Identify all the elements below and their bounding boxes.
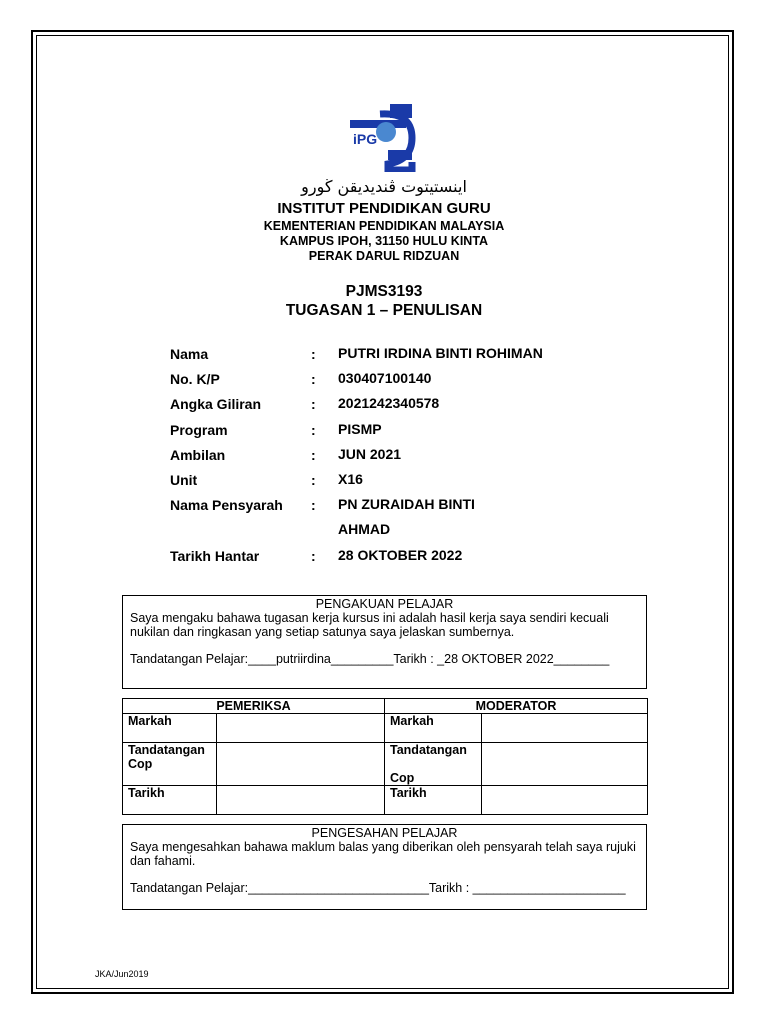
detail-label: No. K/P: [170, 371, 220, 388]
pemeriksa-tandatangan-label: [123, 743, 217, 786]
svg-text:اينستيتوت ڤنديديقن ڬورو: اينستيتوت ڤنديديقن ڬورو: [301, 177, 467, 196]
tandatangan-text: Tandatangan: [128, 743, 205, 757]
moderator-header: MODERATOR: [385, 699, 648, 714]
institution-name: INSTITUT PENDIDIKAN GURU: [277, 200, 491, 217]
task-title: TUGASAN 1 – PENULISAN: [285, 302, 483, 319]
ministry-name: KEMENTERIAN PENDIDIKAN MALAYSIA: [263, 219, 505, 233]
moderator-tarikh-label: Tarikh: [385, 786, 482, 815]
detail-colon: :: [311, 396, 316, 413]
detail-colon: :: [311, 421, 316, 438]
course-code: PJMS3193: [345, 283, 423, 300]
detail-value: JUN 2021: [338, 445, 402, 462]
detail-colon: :: [311, 497, 316, 514]
detail-value: 28 OKTOBER 2022: [338, 546, 463, 563]
pengakuan-box: [122, 595, 647, 689]
campus-address: KAMPUS IPOH, 31150 HULU KINTA: [279, 234, 489, 248]
jawi-name: [274, 174, 494, 198]
pengakuan-text: Saya mengaku bahawa tugasan kerja kursus ini adalah hasil kerja saya sendiri kecuali nukilan dan ringkasan yang setiap satunya saya jelaskan sumbernya.: [130, 611, 609, 639]
detail-value: 2021242340578: [338, 395, 440, 412]
detail-colon: :: [311, 547, 316, 564]
pengesahan-box: [122, 824, 647, 910]
cop-text: Cop: [390, 771, 415, 785]
pengesahan-title: PENGESAHAN PELAJAR: [311, 826, 458, 840]
moderator-markah-cell: [482, 714, 648, 743]
detail-label: Program: [170, 421, 228, 438]
detail-label: Angka Giliran: [170, 396, 262, 413]
detail-value: PISMP: [338, 420, 382, 437]
detail-value: X16: [338, 470, 363, 487]
moderator-tandatangan-label: [385, 743, 482, 786]
pemeriksa-tandatangan-cell: [217, 743, 385, 786]
detail-colon: :: [311, 446, 316, 463]
detail-label: Nama Pensyarah: [170, 497, 283, 514]
pemeriksa-markah-label: Markah: [123, 714, 217, 743]
detail-colon: :: [311, 371, 316, 388]
detail-label: Tarikh Hantar: [170, 547, 260, 564]
moderator-tandatangan-cell: [482, 743, 648, 786]
pemeriksa-tarikh-cell: [217, 786, 385, 815]
state-name: PERAK DARUL RIDZUAN: [308, 249, 460, 263]
pemeriksa-markah-cell: [217, 714, 385, 743]
detail-value: PUTRI IRDINA BINTI ROHIMAN: [338, 345, 543, 361]
detail-label: Ambilan: [170, 446, 226, 463]
moderator-markah-label: Markah: [385, 714, 482, 743]
pemeriksa-header: PEMERIKSA: [123, 699, 385, 714]
jawi-script-graphic: [274, 174, 494, 198]
pengesahan-signature-line: Tandatangan Pelajar:__________________________Tarikh : ______________________: [130, 881, 626, 895]
moderator-tarikh-cell: [482, 786, 648, 815]
detail-value: PN ZURAIDAH BINTI AHMAD: [338, 496, 475, 538]
form-code-footer: JKA/Jun2019: [95, 969, 149, 979]
detail-colon: :: [311, 346, 316, 362]
ipg-logo: [350, 102, 416, 172]
pengesahan-text: Saya mengesahkan bahawa maklum balas yang diberikan oleh pensyarah telah saya rujuki dan fahami.: [130, 840, 636, 868]
tandatangan-text: Tandatangan: [390, 743, 467, 757]
pengakuan-signature-line: Tandatangan Pelajar:____putriirdina_________Tarikh : _28 OKTOBER 2022________: [130, 652, 610, 666]
detail-label: Nama: [170, 346, 209, 362]
pengakuan-title: PENGAKUAN PELAJAR: [315, 597, 454, 611]
detail-colon: :: [311, 471, 316, 488]
review-table: [122, 698, 648, 815]
pemeriksa-tarikh-label: Tarikh: [123, 786, 217, 815]
detail-label: Unit: [170, 471, 198, 488]
detail-value: 030407100140: [338, 370, 432, 387]
cop-text: Cop: [128, 757, 153, 771]
logo-text: iPG: [353, 131, 378, 147]
